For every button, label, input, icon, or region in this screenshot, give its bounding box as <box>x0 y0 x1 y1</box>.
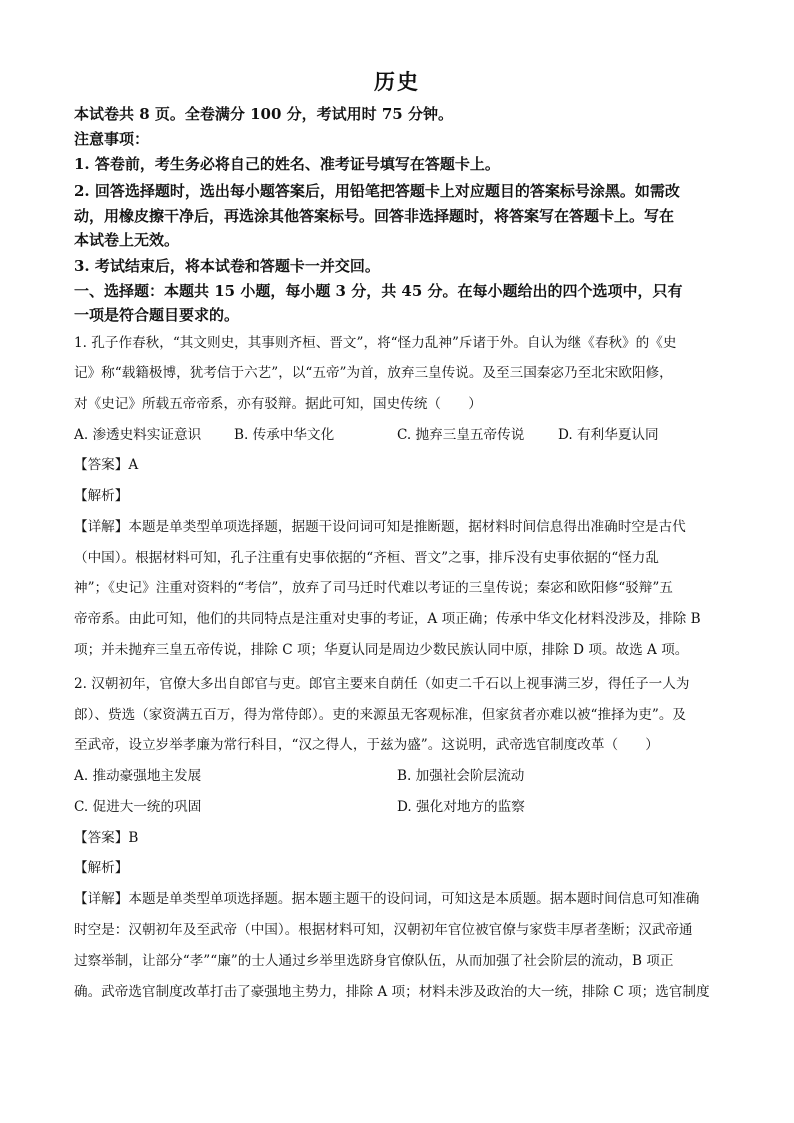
q2-detail-line-1: 【详解】本题是单类型单项选择题。据本题主题干的设问词，可知这是本质题。据本题时间信息可知准确 <box>74 891 700 907</box>
q1-detail-line-3: 神”；《史记》注重对资料的“考信”，放弃了司马迁时代难以考证的三皇传说；秦宓和欧阳修“驳辩”五 <box>74 580 673 596</box>
note-2-line-3: 本试卷上无效。 <box>74 231 180 249</box>
q2-option-a: A. 推动豪强地主发展 <box>74 768 202 784</box>
note-2-line-2: 动，用橡皮擦干净后，再选涂其他答案标号。回答非选择题时，将答案写在答题卡上。写在 <box>74 207 675 225</box>
page-title: 历史 <box>374 69 420 94</box>
q2-stem-line-3: 至武帝，设立岁举孝廉为常行科目，“汉之得人，于兹为盛”。这说明，武帝选官制度改革（ ） <box>74 737 659 753</box>
q1-answer: 【答案】A <box>74 457 139 473</box>
q1-detail-line-4: 帝帝系。由此可知，他们的共同特点是注重对史事的考证，A 项正确；传承中华文化材料没涉及，排除 B <box>74 611 701 627</box>
q1-option-d: D. 有利华夏认同 <box>558 427 659 443</box>
q2-option-d: D. 强化对地方的监察 <box>397 799 525 815</box>
q1-stem-line-3: 对《史记》所载五帝帝系，亦有驳辩。据此可知，国史传统（ ） <box>74 396 482 412</box>
q2-detail-line-3: 过察举制，让部分“孝”“廉”的士人通过乡举里选跻身官僚队伍，从而加强了社会阶层的流动，B 项正 <box>74 953 674 969</box>
q2-detail-line-2: 时空是：汉朝初年及至武帝（中国）。根据材料可知，汉朝初年官位被官僚与家赀丰厚者垄断；汉武帝通 <box>74 922 693 938</box>
q1-detail-line-2: （中国）。根据材料可知，孔子注重有史事依据的“齐桓、晋文”之事，排斥没有史事依据的“怪力乱 <box>74 550 659 566</box>
q2-stem-line-1: 2. 汉朝初年，官僚大多出自郎官与吏。郎官主要来自荫任（如吏二千石以上视事满三岁，得任子一人为 <box>74 676 690 692</box>
q2-option-b: B. 加强社会阶层流动 <box>397 768 525 784</box>
section-1-line-2: 一项是符合题目要求的。 <box>74 306 240 324</box>
q1-stem-line-2: 记》称“载籍极博，犹考信于六艺”，以“五帝”为首，放弃三皇传说。及至三国秦宓乃至北宋欧阳修， <box>74 365 673 381</box>
notes-heading: 注意事项： <box>74 130 150 148</box>
q1-detail-line-1: 【详解】本题是单类型单项选择题，据题干设问词可知是推断题，据材料时间信息得出准确时空是古代 <box>74 519 686 535</box>
note-1: 1. 答卷前，考生务必将自己的姓名、准考证号填写在答题卡上。 <box>74 155 500 173</box>
note-2-line-1: 2. 回答选择题时，选出每小题答案后，用铅笔把答题卡上对应题目的答案标号涂黑。如需改 <box>74 182 680 200</box>
q2-option-c: C. 促进大一统的巩固 <box>74 799 202 815</box>
q2-stem-line-2: 郎）、赀选（家资满五百万，得为常侍郎）。吏的来源虽无客观标准，但家贫者亦难以被“推择为吏”。及 <box>74 707 687 723</box>
q2-detail-line-4: 确。武帝选官制度改革打击了豪强地主势力，排除 A 项；材料未涉及政治的大一统，排除 C 项；选官制度 <box>74 984 710 1000</box>
q1-option-a: A. 渗透史料实证意识 <box>74 427 202 443</box>
exam-info: 本试卷共 8 页。全卷满分 100 分，考试用时 75 分钟。 <box>74 105 453 123</box>
note-3: 3. 考试结束后，将本试卷和答题卡一并交回。 <box>74 257 380 275</box>
q2-analysis-label: 【解析】 <box>74 860 129 876</box>
q1-analysis-label: 【解析】 <box>74 488 129 504</box>
q1-option-c: C. 抛弃三皇五帝传说 <box>397 427 525 443</box>
q2-answer: 【答案】B <box>74 830 139 846</box>
q1-detail-line-5: 项；并未抛弃三皇五帝传说，排除 C 项；华夏认同是周边少数民族认同中原，排除 D 项。故选 A 项。 <box>74 642 689 658</box>
q1-option-b: B. 传承中华文化 <box>234 427 335 443</box>
section-1-line-1: 一、选择题：本题共 15 小题，每小题 3 分，共 45 分。在每小题给出的四个选项中，只有 <box>74 282 683 300</box>
q1-stem-line-1: 1. 孔子作春秋，“其文则史，其事则齐桓、晋文”，将“怪力乱神”斥诸于外。自认为继《春秋》的《史 <box>74 335 677 351</box>
